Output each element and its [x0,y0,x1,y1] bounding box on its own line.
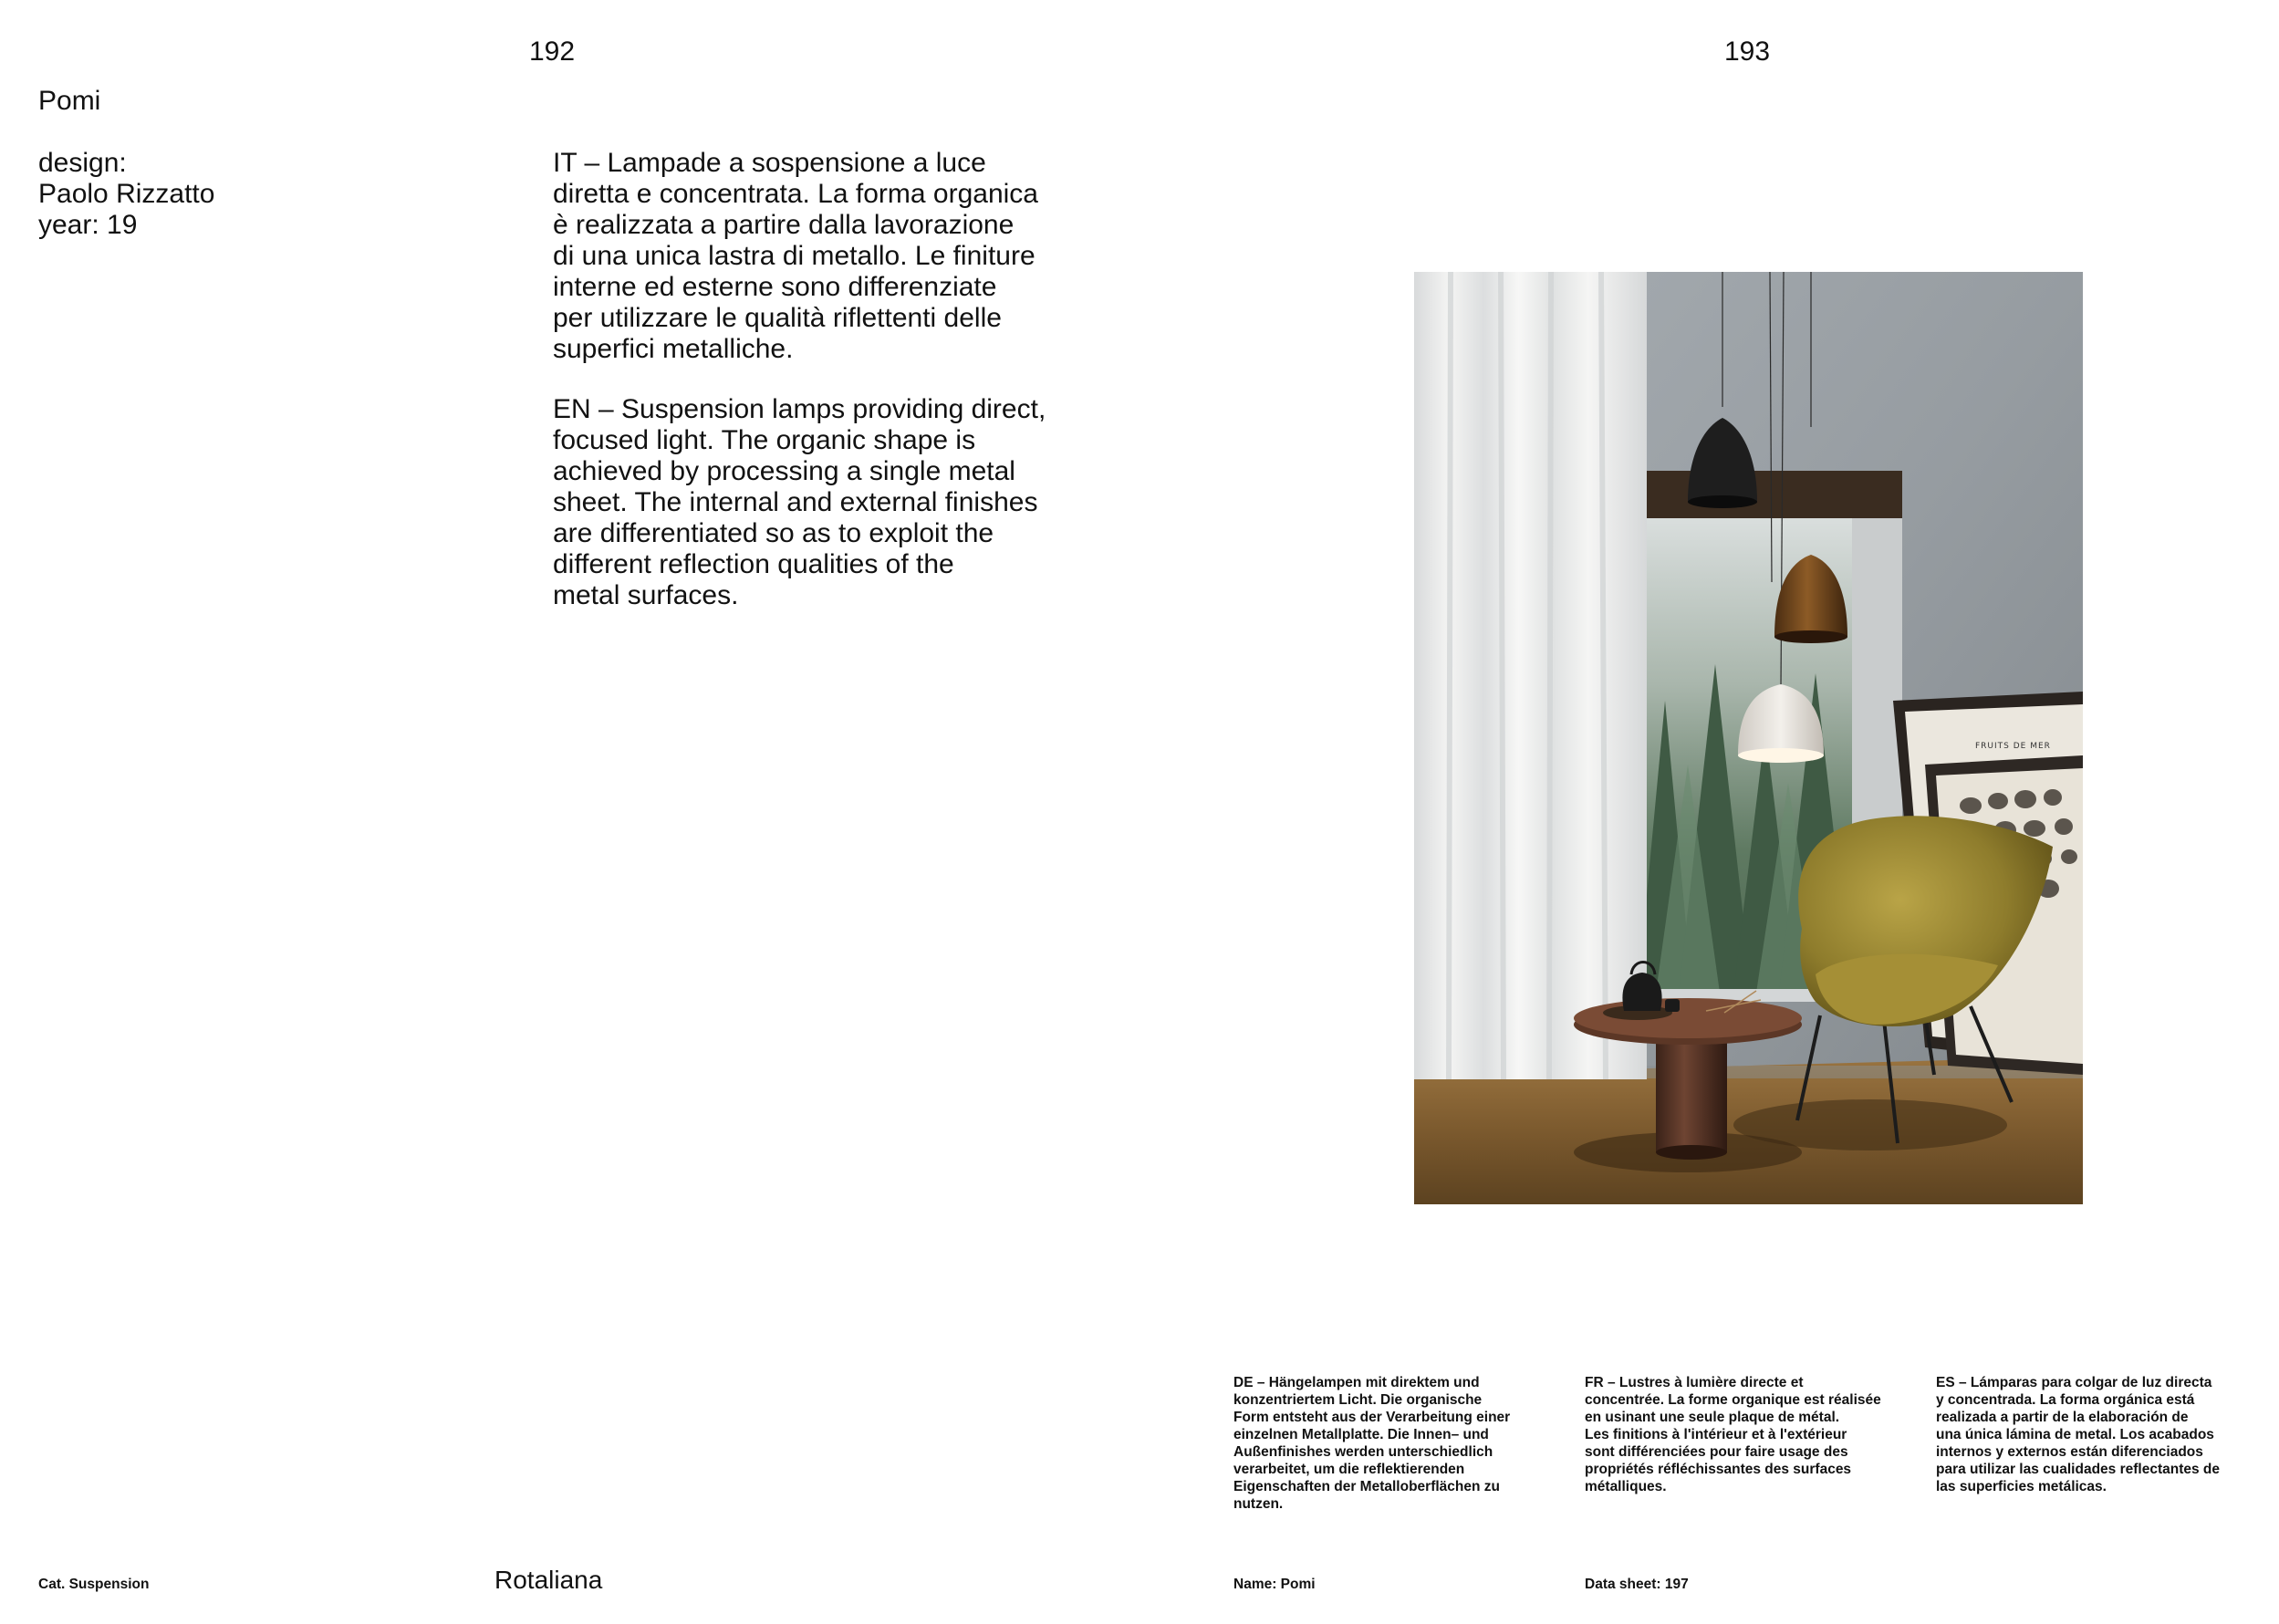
footer-category: Cat. Suspension [38,1577,150,1592]
footer-product-name: Name: Pomi [1233,1577,1316,1592]
footer-data-sheet: Data sheet: 197 [1585,1577,1689,1592]
design-credits: design: Paolo Rizzatto year: 19 [38,148,215,240]
description-de: DE – Hängelampen mit direktem und konzentriertem Licht. Die organische Form entsteht aus der Verarbeitung einer einzelnen Metallplatte. Die Innen– und Außenfinishes werden unterschiedlich verarbeitet, um die reflektierenden Eigenschaften der Metalloberflächen zu nutzen. [1233,1375,1511,1512]
left-page-number: 192 [529,36,576,67]
description-it: IT – Lampade a sospensione a luce diretta e concentrata. La forma organica è realizzata a partire dalla lavorazione di una unica lastra di metallo. Le finiture interne ed esterne sono differenziate per utilizzare le qualità riflettenti delle superfici metalliche. [553,148,1038,364]
description-en: EN – Suspension lamps providing direct, focused light. The organic shape is achieved by processing a single metal sheet. The internal and external finishes are differentiated so as to exploit the different reflection qualities of the metal surfaces. [553,394,1046,610]
poster-title: FRUITS DE MER [1975,742,2051,751]
product-name: Pomi [38,86,101,116]
description-es: ES – Lámparas para colgar de luz directa y concentrada. La forma orgánica está realizada a partir de la elaboración de una única lámina de metal. Los acabados internos y externos están diferenciados para utilizar las cualidades reflectantes de las superficies metálicas. [1936,1375,2220,1494]
right-page-number: 193 [1724,36,1771,67]
description-fr: FR – Lustres à lumière directe et concentrée. La forme organique est réalisée en usinant une seule plaque de métal. Les finitions à l'intérieur et à l'extérieur sont différenciées pour faire usage des propriétés réfléchissantes des surfaces métalliques. [1585,1375,1881,1494]
footer-brand: Rotaliana [494,1566,603,1594]
product-photo [1414,272,2083,1204]
